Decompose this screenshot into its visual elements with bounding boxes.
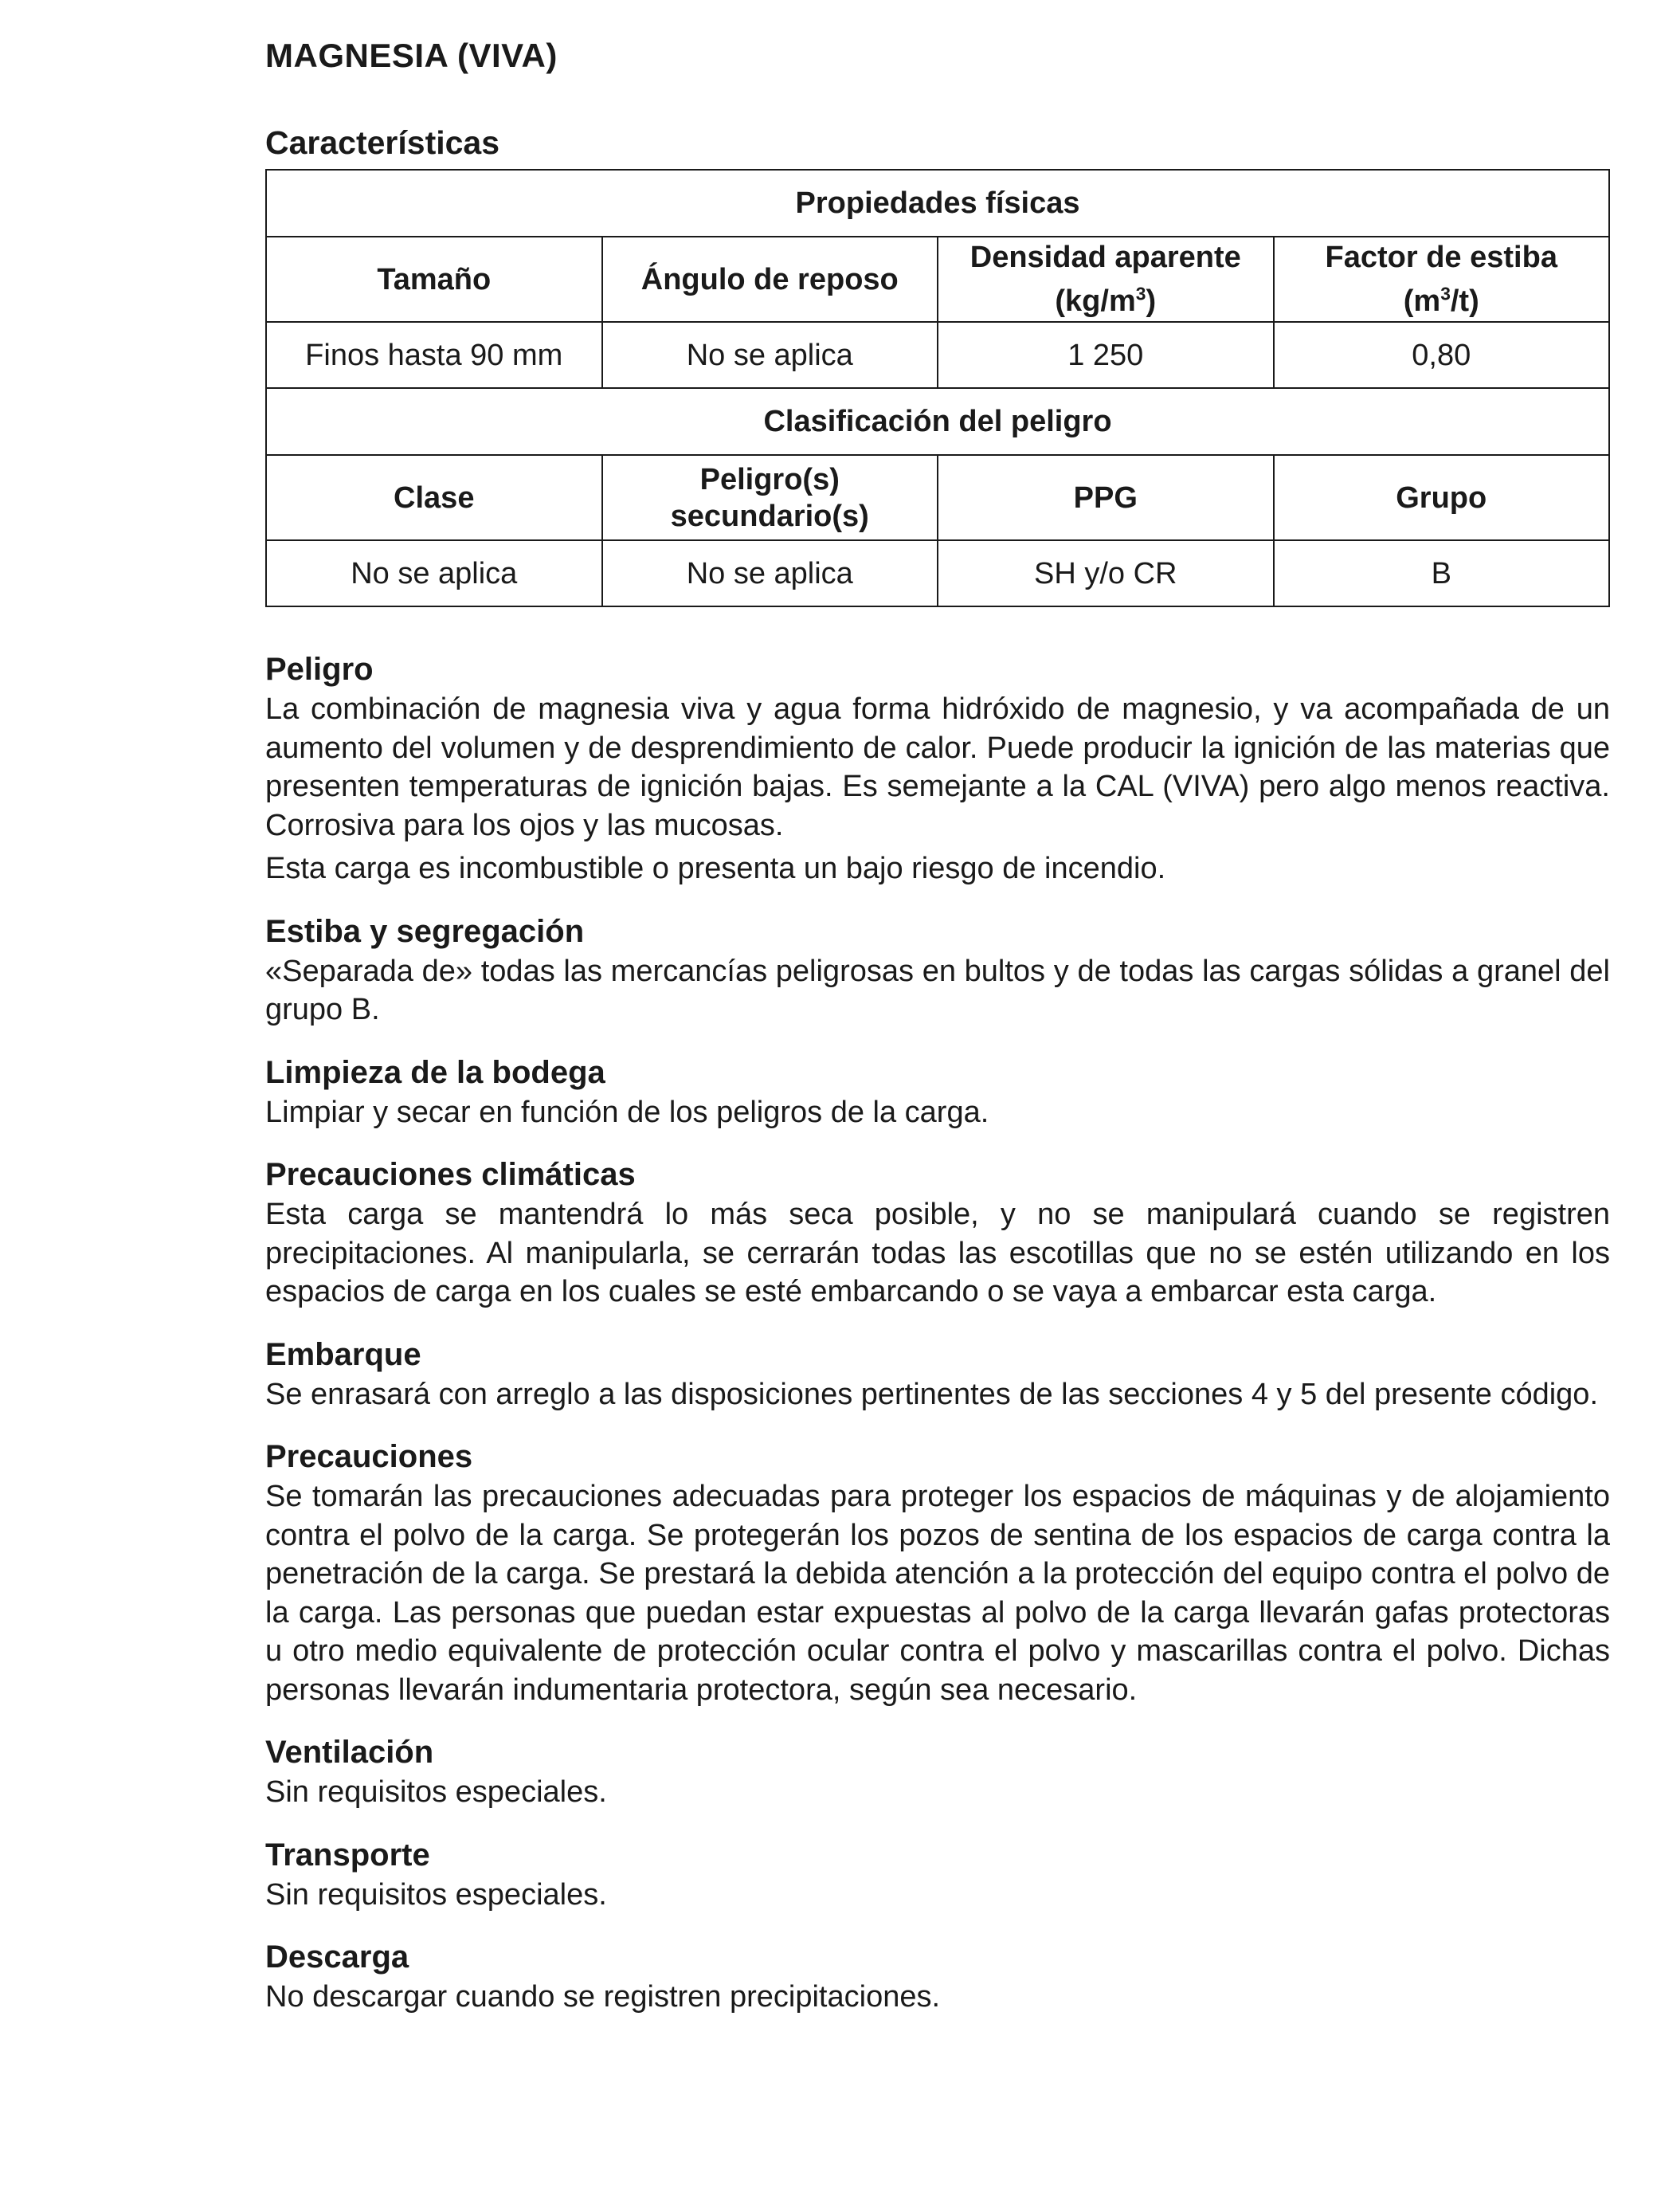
section-paragraph: No descargar cuando se registren precipitaciones. bbox=[265, 1980, 941, 2014]
section-heading: Estiba y segregación bbox=[265, 913, 585, 949]
value-group: B bbox=[1274, 540, 1610, 606]
section-paragraph: La combinación de magnesia viva y agua forma hidróxido de magnesio, y va acompañada de un aumento del volumen y de desprendimiento de calor. Puede producir la ignición de las materias que presenten temperaturas de ignición bajas. Es semejante a la CAL (VIVA) pero algo menos reactiva. Corrosiva para los ojos y las mucosas. bbox=[265, 692, 1610, 842]
bulk-density-label: Densidad aparente $(kg/m^3)$ bbox=[969, 240, 1241, 319]
column-class: Clase bbox=[266, 455, 602, 540]
column-ppg: PPG bbox=[938, 455, 1274, 540]
column-bulk-density bbox=[938, 237, 1274, 322]
section-hold-cleanliness bbox=[265, 1052, 1610, 1132]
section-heading: Transporte bbox=[265, 1837, 430, 1873]
section-paragraph: «Separada de» todas las mercancías peligrosas en bultos y de todas las cargas sólidas a granel del grupo B. bbox=[265, 954, 1610, 1026]
stowage-factor-label: Factor de estiba $(m^3/t)$ bbox=[1325, 240, 1557, 319]
section-heading: Limpieza de la bodega bbox=[265, 1054, 605, 1090]
section-heading: Precauciones climáticas bbox=[265, 1157, 636, 1192]
section-ventilation bbox=[265, 1732, 1610, 1812]
section-heading: Descarga bbox=[265, 1939, 409, 1975]
document-page bbox=[265, 32, 1610, 2017]
section-paragraph: Sin requisitos especiales. bbox=[265, 1775, 607, 1809]
value-class: No se aplica bbox=[266, 540, 602, 606]
value-stowage-factor: 0,80 bbox=[1274, 322, 1610, 388]
section-paragraph: Se tomarán las precauciones adecuadas para proteger los espacios de máquinas y de alojamiento contra el polvo de la carga. Se protegerán los pozos de sentina de los espacios de carga contra la penetración de la carga. Se prestará la debida atención a la protección del equipo contra el polvo de la carga. Las personas que puedan estar expuestas al polvo de la carga llevarán gafas protectoras u otro medio equivalente de protección ocular contra el polvo y mascarillas contra el polvo. Dichas personas llevarán indumentaria protectora, según sea necesario. bbox=[265, 1480, 1610, 1707]
column-size: Tamaño bbox=[266, 237, 602, 322]
section-paragraph: Limpiar y secar en función de los peligros de la carga. bbox=[265, 1095, 989, 1129]
value-size: Finos hasta 90 mm bbox=[266, 322, 602, 388]
section-precautions bbox=[265, 1436, 1610, 1709]
section-heading: Embarque bbox=[265, 1336, 421, 1372]
value-angle-of-repose: No se aplica bbox=[602, 322, 938, 388]
section-discharge bbox=[265, 1936, 1610, 2017]
section-heading: Peligro bbox=[265, 652, 374, 687]
section-loading bbox=[265, 1334, 1610, 1414]
column-angle-of-repose: Ángulo de reposo bbox=[602, 237, 938, 322]
characteristics-heading: Características bbox=[265, 124, 500, 161]
section-weather-precautions bbox=[265, 1154, 1610, 1312]
value-secondary-hazard: No se aplica bbox=[602, 540, 938, 606]
physical-properties-header: Propiedades físicas bbox=[266, 170, 1609, 237]
column-stowage-factor bbox=[1274, 237, 1610, 322]
section-stowage-segregation bbox=[265, 911, 1610, 1030]
value-bulk-density: 1 250 bbox=[938, 322, 1274, 388]
hazard-classification-header: Clasificación del peligro bbox=[266, 388, 1609, 455]
document-title: MAGNESIA (VIVA) bbox=[265, 37, 558, 74]
column-group: Grupo bbox=[1274, 455, 1610, 540]
section-paragraph: Esta carga es incombustible o presenta un bajo riesgo de incendio. bbox=[265, 852, 1166, 885]
section-hazard bbox=[265, 649, 1610, 888]
properties-table bbox=[265, 169, 1610, 607]
section-heading: Precauciones bbox=[265, 1439, 473, 1474]
section-paragraph: Sin requisitos especiales. bbox=[265, 1877, 607, 1912]
section-paragraph: Se enrasará con arreglo a las disposiciones pertinentes de las secciones 4 y 5 del presente código. bbox=[265, 1377, 1599, 1411]
column-secondary-hazard: Peligro(s) secundario(s) bbox=[602, 455, 938, 540]
section-heading: Ventilación bbox=[265, 1735, 434, 1770]
section-carriage bbox=[265, 1834, 1610, 1915]
value-ppg: SH y/o CR bbox=[938, 540, 1274, 606]
section-paragraph: Esta carga se mantendrá lo más seca posible, y no se manipulará cuando se registren precipitaciones. Al manipularla, se cerrarán todas las escotillas que no se estén utilizando en los espacios de carga en los cuales se esté embarcando o se vaya a embarcar esta carga. bbox=[265, 1198, 1610, 1308]
